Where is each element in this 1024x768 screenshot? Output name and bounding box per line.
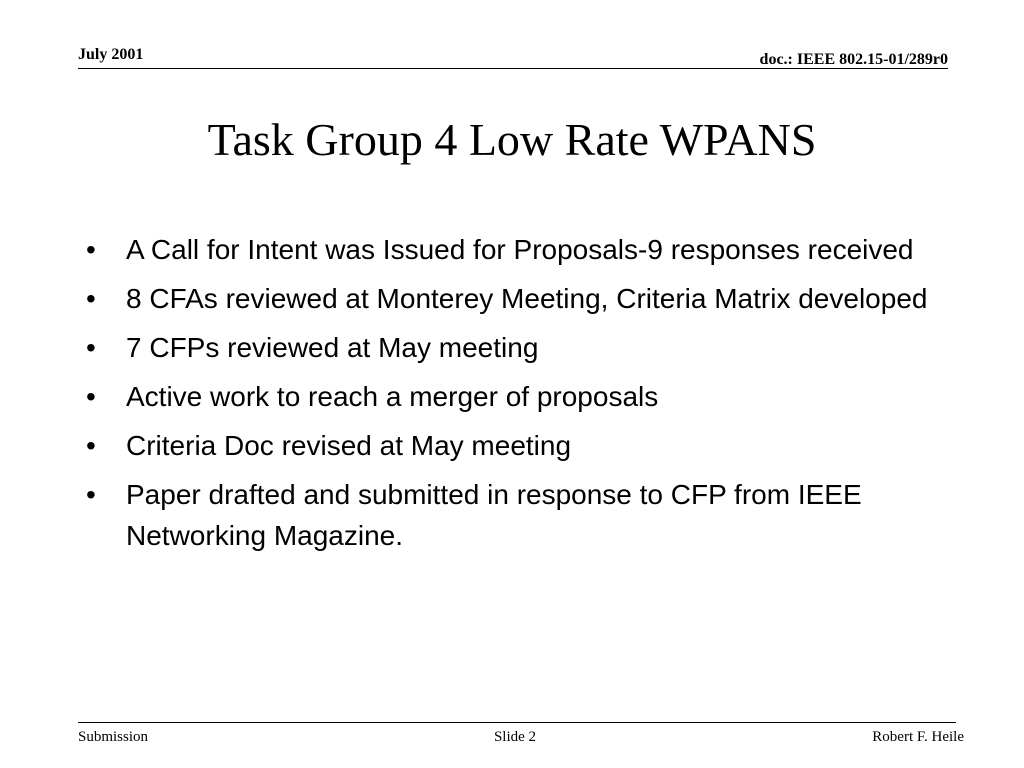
- footer-divider: [78, 722, 956, 723]
- bullet-text: 7 CFPs reviewed at May meeting: [126, 332, 539, 363]
- bullet-text: Criteria Doc revised at May meeting: [126, 430, 572, 461]
- footer-slide-number: Slide 2: [493, 729, 537, 745]
- bullet-dot-icon: •: [86, 479, 96, 510]
- bullet-text: A Call for Intent was Issued for Proposals-9 responses received: [126, 234, 914, 265]
- bullet-item: [86, 474, 966, 556]
- bullet-item: [86, 425, 966, 466]
- bullet-dot-icon: •: [86, 381, 96, 412]
- bullet-dot-icon: •: [86, 430, 96, 461]
- bullet-item: [86, 278, 966, 319]
- header-date: July 2001: [78, 46, 144, 63]
- footer-author: Robert F. Heile: [872, 729, 964, 745]
- bullet-list: [86, 229, 966, 564]
- bullet-dot-icon: •: [86, 332, 96, 363]
- bullet-item: [86, 327, 966, 368]
- bullet-item: [86, 229, 966, 270]
- header-divider: [78, 68, 948, 69]
- bullet-dot-icon: •: [86, 234, 96, 265]
- slide-title: Task Group 4 Low Rate WPANS: [207, 114, 817, 165]
- bullet-item: [86, 376, 966, 417]
- bullet-text: 8 CFAs reviewed at Monterey Meeting, Criteria Matrix developed: [126, 283, 928, 314]
- footer-submission: Submission: [78, 729, 149, 745]
- bullet-dot-icon: •: [86, 283, 96, 314]
- bullet-text: Paper drafted and submitted in response to CFP from IEEE Networking Magazine.: [126, 479, 862, 551]
- bullet-text: Active work to reach a merger of proposals: [126, 381, 659, 412]
- header-doc-id: doc.: IEEE 802.15-01/289r0: [759, 51, 948, 68]
